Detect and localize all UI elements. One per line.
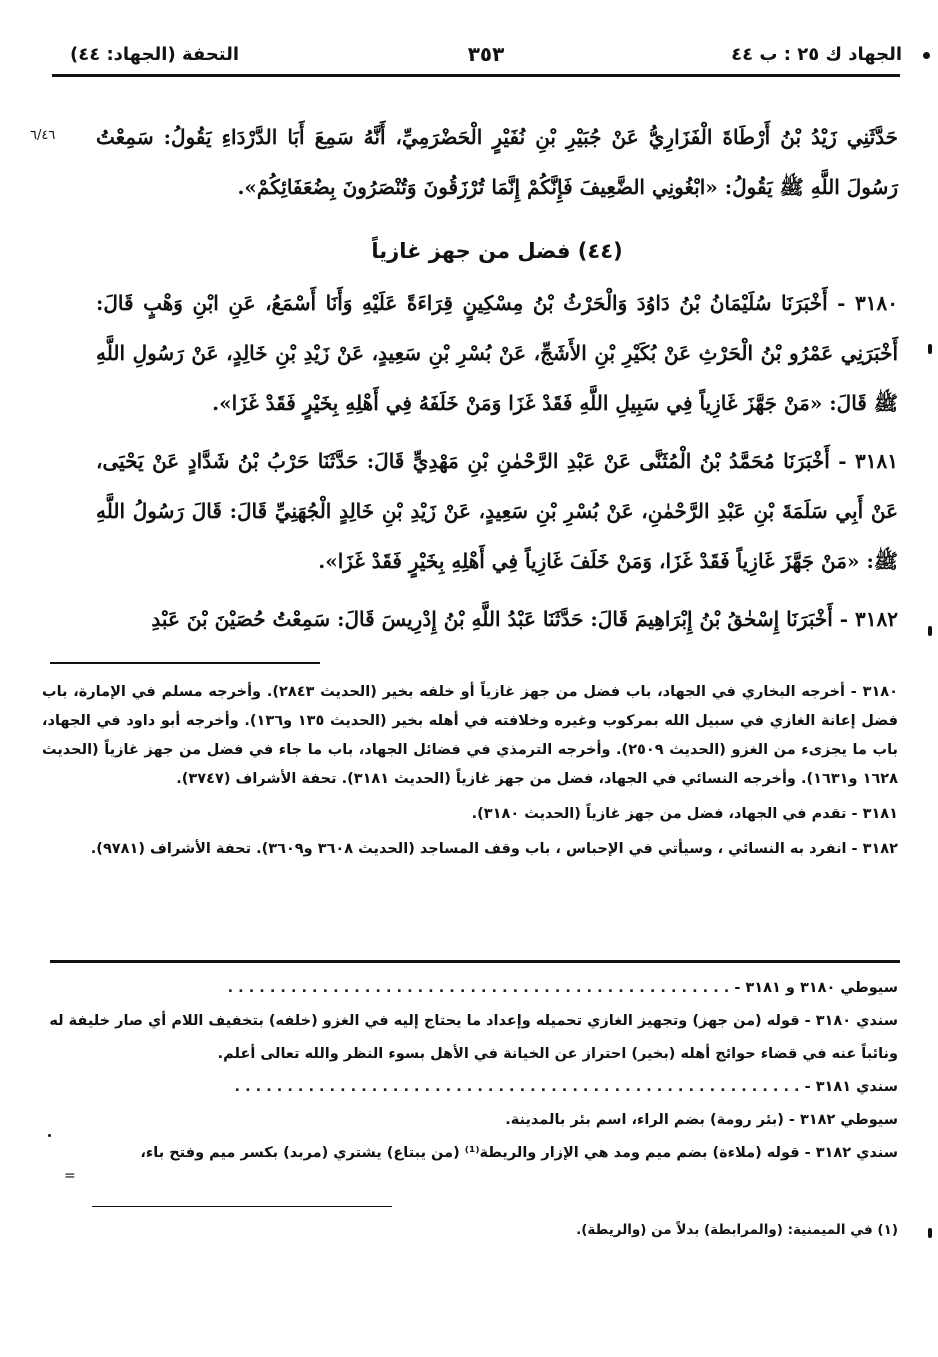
- margin-reference: ٦/٤٦: [30, 128, 56, 143]
- header-chapter-ref: الجهاد ك ٢٥ : ب ٤٤: [731, 44, 902, 65]
- commentary-text: سندي ٣١٨٢ - قوله (ملاءة) بضم ميم ومد هي الإزار والريطة⁽¹⁾ (من يبتاع) يشتري (مربد) بكسر ميم وفتح باء،: [140, 1145, 898, 1161]
- footnote: (١) في الميمنية: (والمرابطة) بدلاً من (والريطة).: [576, 1222, 898, 1238]
- commentary-line-4: [42, 1104, 898, 1137]
- note-3180: ٣١٨٠ - أخرجه البخاري في الجهاد، باب فضل من جهز غازياً أو خلفه بخير (الحديث ٢٨٤٣). وأخرجه مسلم في الإمارة، باب فضل إعانة الغازي في سبيل الله بمركوب وغيره وخلافته في أهله بخير (الحديث ١٣٥ و١٣٦). وأخرجه أبو داود في الجهاد، باب ما يجزىء من الغزو (الحديث ٢٥٠٩). وأخرجه الترمذي في فضائل الجهاد، باب ما جاء في فضل من جهز غازياً (الحديث ١٦٢٨ و١٦٣١). وأخرجه النسائي في الجهاد، فضل من جهز غازياً (الحديث ٣١٨١). تحفة الأشراف (٣٧٤٧).: [42, 684, 899, 787]
- section-title: (٤٤) فضل من جهز غازياً: [371, 239, 623, 263]
- commentary-separator: [50, 960, 900, 963]
- scan-mark: [928, 1228, 932, 1238]
- commentary-text: سيوطي ٣١٨٢ - (بئر رومة) بضم الراء، اسم بئر بالمدينة.: [505, 1112, 898, 1128]
- scan-mark: [928, 626, 932, 636]
- notes-separator: [50, 662, 320, 664]
- header-tuhfa-ref: التحفة (الجهاد: ٤٤): [70, 44, 240, 65]
- note-3182: ٣١٨٢ - انفرد به النسائي ، وسيأتي في الإحباس ، باب وقف المساجد (الحديث ٣٦٠٨ و٣٦٠٩). تحفة الأشراف (٩٧٨١).: [90, 841, 898, 857]
- commentary-line-5: [42, 1137, 898, 1170]
- commentary-line-2: [42, 1005, 898, 1071]
- hadith-3180: ٣١٨٠ - أَخْبَرَنَا سُلَيْمَانُ بْنُ دَاوُدَ وَالْحَرْثُ بْنُ مِسْكِينٍ قِرَاءَةً عَلَيْهِ وَأَنَا أَسْمَعُ، عَنِ ابْنِ وَهْبٍ قَالَ: أَخْبَرَنِي عَمْرُو بْنُ الْحَرْثِ عَنْ بُكَيْرِ بْنِ الأَشَجِّ، عَنْ بُسْرِ بْنِ سَعِيدٍ، عَنْ زَيْدِ بْنِ خَالِدٍ، عَنْ رَسُولِ اللَّهِ ﷺ قَالَ: «مَنْ جَهَّزَ غَازِياً فِي سَبِيلِ اللَّهِ فَقَدْ غَزَا وَمَنْ خَلَفَهُ فِي أَهْلِهِ بِخَيْرٍ فَقَدْ غَزَا».: [96, 291, 898, 415]
- continuation-mark: =: [64, 1168, 76, 1184]
- scan-mark: [48, 1134, 51, 1137]
- commentary: [42, 972, 898, 1170]
- hadith-3182: ٣١٨٢ - أَخْبَرَنَا إِسْحٰقُ بْنُ إِبْرَاهِيمَ قَالَ: حَدَّثَنَا عَبْدُ اللَّهِ بْنُ إِدْرِيسَ قَالَ: سَمِعْتُ حُصَيْنَ بْنَ عَبْدِ: [151, 607, 898, 631]
- header-rule: [52, 74, 900, 77]
- main-text: [96, 112, 898, 644]
- dot-leader: . . . . . . . . . . . . . . . . . . . . . . . . . . . . . . . . . . . . . . . . . . . . . . . . . . . . . .: [234, 1079, 800, 1095]
- commentary-line-3: [42, 1071, 898, 1104]
- scan-mark: [923, 52, 930, 59]
- commentary-text: سيوطي ٣١٨٠ و ٣١٨١ -: [734, 980, 898, 996]
- hadith-3181: ٣١٨١ - أَخْبَرَنَا مُحَمَّدُ بْنُ الْمُثَنَّى عَنْ عَبْدِ الرَّحْمٰنِ بْنِ مَهْدِيٍّ قَالَ: حَدَّثَنَا حَرْبُ بْنُ شَدَّادٍ عَنْ يَحْيَى، عَنْ أَبِي سَلَمَةَ بْنِ عَبْدِ الرَّحْمٰنِ، عَنْ بُسْرِ بْنِ سَعِيدٍ، عَنْ زَيْدِ بْنِ خَالِدٍ الْجُهَنِيِّ قَالَ: قَالَ رَسُولُ اللَّهِ ﷺ: «مَنْ جَهَّزَ غَازِياً فَقَدْ غَزَا، وَمَنْ خَلَفَ غَازِياً فِي أَهْلِهِ بِخَيْرٍ فَقَدْ غَزَا».: [96, 449, 899, 573]
- footnote-separator: [92, 1206, 392, 1207]
- takhrij-notes: [42, 678, 898, 870]
- page-number: ٣٥٣: [467, 42, 505, 66]
- commentary-text: سندي ٣١٨٠ - قوله (من جهز) وتجهيز الغازي تحميله وإعداد ما يحتاج إليه في الغزو (خلفه) بتخفيف اللام أي صار خليفة له ونائباً عنه في قضاء حوائج أهله (بخير) احتراز عن الخيانة في الأهل بسوء النظر والله تعالى أعلم.: [49, 1013, 898, 1062]
- running-header: [70, 40, 902, 72]
- scan-mark: [928, 344, 932, 354]
- note-3181: ٣١٨١ - تقدم في الجهاد، فضل من جهز غازياً (الحديث ٣١٨٠).: [471, 806, 898, 822]
- commentary-text: سندي ٣١٨١ -: [804, 1079, 898, 1095]
- intro-paragraph: حَدَّثَنِي زَيْدُ بْنُ أَرْطَاةَ الْفَزَارِيُّ عَنْ جُبَيْرِ بْنِ نُفَيْرٍ الْحَضْرَمِيِّ، أَنَّهُ سَمِعَ أَبَا الدَّرْدَاءِ يَقُولُ: سَمِعْتُ رَسُولَ اللَّهِ ﷺ يَقُولُ: «ابْغُونِي الضَّعِيفَ فَإِنَّكُمْ إِنَّمَا تُرْزَقُونَ وَتُنْصَرُونَ بِضُعَفَائِكُمْ».: [96, 125, 898, 199]
- dot-leader: . . . . . . . . . . . . . . . . . . . . . . . . . . . . . . . . . . . . . . . . . . . . . . . .: [227, 980, 730, 996]
- commentary-line-1: [42, 972, 898, 1005]
